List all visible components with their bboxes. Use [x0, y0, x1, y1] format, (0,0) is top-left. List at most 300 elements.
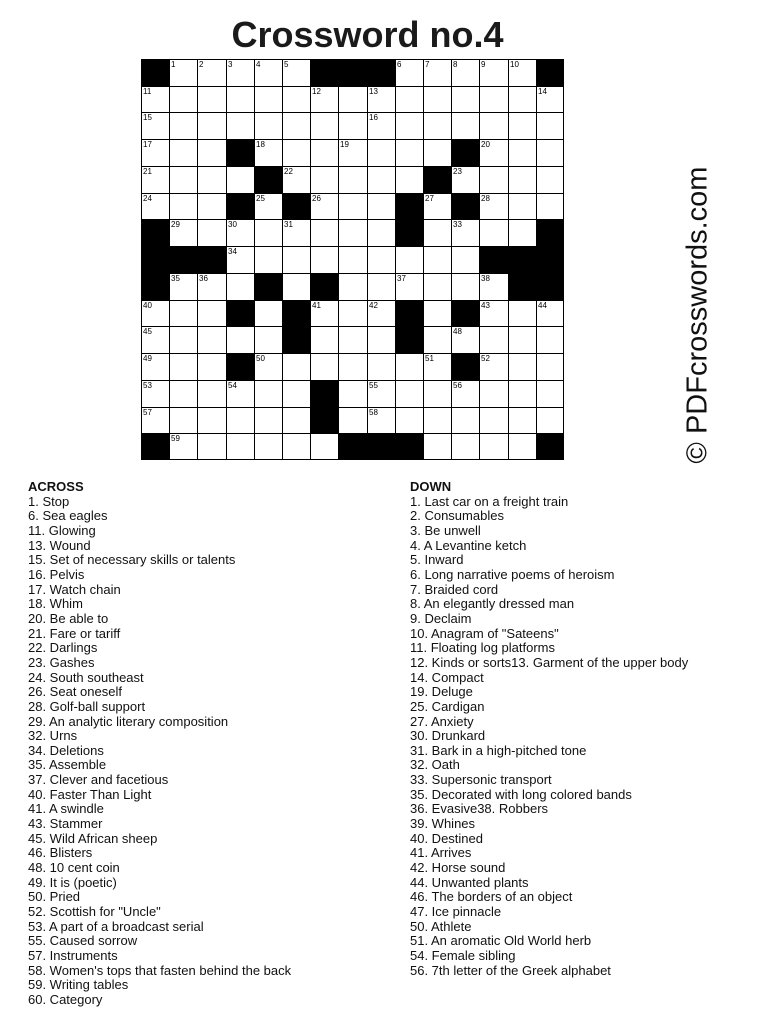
down-clue: 32. Oath [410, 757, 460, 773]
grid-cell[interactable] [536, 193, 564, 219]
grid-cell[interactable] [367, 380, 395, 407]
cell-number: 49 [143, 354, 152, 363]
grid-cell[interactable] [310, 326, 338, 353]
grid-cell[interactable] [451, 219, 479, 246]
grid-cell[interactable] [508, 112, 536, 139]
grid-cell[interactable] [310, 300, 338, 326]
grid-cell[interactable] [338, 139, 367, 166]
across-clue: 34. Deletions [28, 742, 104, 758]
black-cell [536, 273, 564, 300]
cell-number: 15 [143, 113, 152, 122]
grid-cell[interactable] [197, 86, 226, 112]
grid-cell[interactable] [169, 86, 197, 112]
black-cell [282, 193, 310, 219]
cell-number: 1 [171, 60, 176, 69]
grid-cell[interactable] [197, 300, 226, 326]
grid-cell[interactable] [169, 326, 197, 353]
grid-cell[interactable] [197, 407, 226, 433]
grid-cell[interactable] [169, 59, 197, 86]
grid-line [141, 433, 564, 434]
grid-cell[interactable] [282, 380, 310, 407]
grid-cell[interactable] [508, 139, 536, 166]
grid-cell[interactable] [310, 166, 338, 193]
cell-number: 28 [481, 194, 490, 203]
grid-cell[interactable] [338, 300, 367, 326]
grid-cell[interactable] [338, 246, 367, 273]
grid-cell[interactable] [338, 166, 367, 193]
across-clue: 37. Clever and facetious [28, 772, 169, 788]
grid-cell[interactable] [395, 353, 423, 380]
grid-line [536, 59, 537, 460]
grid-cell[interactable] [338, 112, 367, 139]
grid-cell[interactable] [536, 112, 564, 139]
grid-cell[interactable] [141, 86, 169, 112]
black-cell [338, 433, 367, 460]
cell-number: 6 [397, 60, 402, 69]
grid-cell[interactable] [423, 112, 451, 139]
across-clue: 46. Blisters [28, 845, 93, 861]
grid-cell[interactable] [367, 86, 395, 112]
grid-cell[interactable] [254, 407, 282, 433]
down-clue: 44. Unwanted plants [410, 874, 529, 890]
grid-cell[interactable] [423, 380, 451, 407]
across-clue: 52. Scottish for "Uncle" [28, 904, 161, 920]
grid-cell[interactable] [141, 139, 169, 166]
grid-cell[interactable] [338, 273, 367, 300]
grid-cell[interactable] [226, 246, 254, 273]
grid-cell[interactable] [508, 353, 536, 380]
down-clue: 9. Declaim [410, 610, 472, 626]
cell-number: 35 [171, 274, 180, 283]
grid-cell[interactable] [423, 193, 451, 219]
cell-number: 7 [425, 60, 430, 69]
black-cell [197, 246, 226, 273]
grid-line [254, 59, 255, 460]
grid-cell[interactable] [282, 353, 310, 380]
grid-cell[interactable] [423, 353, 451, 380]
grid-cell[interactable] [395, 273, 423, 300]
down-clue: 46. The borders of an object [410, 889, 573, 905]
grid-line [141, 86, 564, 87]
grid-cell[interactable] [451, 166, 479, 193]
grid-cell[interactable] [423, 300, 451, 326]
grid-cell[interactable] [479, 86, 508, 112]
grid-cell[interactable] [254, 86, 282, 112]
grid-cell[interactable] [451, 326, 479, 353]
cell-number: 11 [143, 87, 152, 96]
cell-number: 24 [143, 194, 152, 203]
black-cell [423, 166, 451, 193]
black-cell [141, 433, 169, 460]
down-clue: 40. Destined [410, 830, 483, 846]
grid-cell[interactable] [479, 219, 508, 246]
grid-cell[interactable] [197, 139, 226, 166]
grid-cell[interactable] [226, 433, 254, 460]
down-clue: 19. Deluge [410, 684, 473, 700]
cell-number: 9 [481, 60, 486, 69]
grid-cell[interactable] [479, 112, 508, 139]
across-clue: 53. A part of a broadcast serial [28, 918, 204, 934]
grid-cell[interactable] [310, 219, 338, 246]
across-clue: 43. Stammer [28, 816, 103, 832]
grid-line [282, 59, 283, 460]
grid-cell[interactable] [451, 380, 479, 407]
black-cell [395, 300, 423, 326]
cell-number: 26 [312, 194, 321, 203]
grid-cell[interactable] [367, 300, 395, 326]
cell-number: 25 [256, 194, 265, 203]
grid-cell[interactable] [338, 380, 367, 407]
across-clue: 20. Be able to [28, 610, 109, 626]
grid-cell[interactable] [197, 193, 226, 219]
black-cell [310, 380, 338, 407]
grid-cell[interactable] [367, 193, 395, 219]
grid-line [141, 459, 564, 460]
grid-cell[interactable] [479, 166, 508, 193]
grid-cell[interactable] [282, 59, 310, 86]
grid-cell[interactable] [423, 246, 451, 273]
grid-cell[interactable] [367, 273, 395, 300]
grid-line [141, 166, 564, 167]
down-clue: 54. Female sibling [410, 948, 516, 963]
grid-cell[interactable] [423, 59, 451, 86]
grid-cell[interactable] [282, 407, 310, 433]
grid-cell[interactable] [169, 193, 197, 219]
grid-cell[interactable] [254, 219, 282, 246]
grid-cell[interactable] [141, 326, 169, 353]
cell-number: 18 [256, 140, 265, 149]
cell-number: 2 [199, 60, 204, 69]
grid-cell[interactable] [423, 326, 451, 353]
across-clue: 60. Category [28, 991, 103, 1007]
black-cell [451, 193, 479, 219]
cell-number: 16 [369, 113, 378, 122]
grid-cell[interactable] [536, 139, 564, 166]
grid-cell[interactable] [479, 326, 508, 353]
grid-cell[interactable] [197, 59, 226, 86]
grid-cell[interactable] [367, 246, 395, 273]
down-clue: 14. Compact [410, 669, 484, 685]
grid-cell[interactable] [197, 112, 226, 139]
across-clue: 18. Whim [28, 596, 83, 612]
grid-cell[interactable] [254, 300, 282, 326]
cell-number: 47 [397, 327, 406, 336]
grid-cell[interactable] [508, 300, 536, 326]
across-clue: 45. Wild African sheep [28, 830, 158, 846]
grid-cell[interactable] [367, 353, 395, 380]
grid-cell[interactable] [423, 219, 451, 246]
grid-cell[interactable] [254, 433, 282, 460]
grid-cell[interactable] [338, 86, 367, 112]
down-clue: 12. Kinds or sorts13. Garment of the upper body [410, 654, 689, 670]
cell-number: 31 [284, 220, 293, 229]
grid-cell[interactable] [508, 193, 536, 219]
black-cell [451, 300, 479, 326]
across-clue: 59. Writing tables [28, 977, 129, 993]
grid-cell[interactable] [141, 380, 169, 407]
grid-cell[interactable] [169, 219, 197, 246]
grid-cell[interactable] [536, 86, 564, 112]
across-clue: 41. A swindle [28, 801, 104, 817]
black-cell [282, 326, 310, 353]
grid-cell[interactable] [197, 166, 226, 193]
grid-cell[interactable] [254, 380, 282, 407]
grid-cell[interactable] [338, 407, 367, 433]
grid-cell[interactable] [508, 86, 536, 112]
grid-cell[interactable] [479, 59, 508, 86]
grid-cell[interactable] [423, 433, 451, 460]
black-cell [141, 273, 169, 300]
grid-cell[interactable] [479, 139, 508, 166]
across-clue: 13. Wound [28, 537, 91, 553]
grid-cell[interactable] [395, 246, 423, 273]
grid-cell[interactable] [197, 353, 226, 380]
grid-cell[interactable] [367, 326, 395, 353]
grid-cell[interactable] [282, 139, 310, 166]
grid-cell[interactable] [479, 380, 508, 407]
cell-number: 60 [397, 434, 406, 443]
across-clue: 55. Caused sorrow [28, 933, 138, 949]
grid-cell[interactable] [169, 353, 197, 380]
black-cell [310, 273, 338, 300]
grid-cell[interactable] [169, 112, 197, 139]
grid-cell[interactable] [395, 139, 423, 166]
grid-cell[interactable] [310, 353, 338, 380]
grid-cell[interactable] [226, 407, 254, 433]
grid-cell[interactable] [310, 193, 338, 219]
grid-cell[interactable] [141, 166, 169, 193]
grid-cell[interactable] [310, 246, 338, 273]
grid-cell[interactable] [197, 433, 226, 460]
down-clues [410, 480, 762, 978]
down-clue: 6. Long narrative poems of heroism [410, 566, 615, 582]
across-clue: 49. It is (poetic) [28, 874, 117, 890]
grid-cell[interactable] [310, 139, 338, 166]
down-clue: 42. Horse sound [410, 860, 506, 876]
grid-cell[interactable] [479, 407, 508, 433]
grid-cell[interactable] [226, 166, 254, 193]
grid-cell[interactable] [282, 86, 310, 112]
grid-cell[interactable] [141, 407, 169, 433]
grid-cell[interactable] [536, 166, 564, 193]
cell-number: 5 [284, 60, 289, 69]
grid-cell[interactable] [367, 219, 395, 246]
grid-cell[interactable] [254, 326, 282, 353]
grid-cell[interactable] [169, 273, 197, 300]
grid-line [141, 59, 564, 60]
grid-cell[interactable] [226, 326, 254, 353]
cell-number: 17 [143, 140, 152, 149]
grid-cell[interactable] [254, 112, 282, 139]
grid-cell[interactable] [226, 219, 254, 246]
black-cell [479, 246, 508, 273]
grid-cell[interactable] [508, 59, 536, 86]
grid-line [423, 59, 424, 460]
across-clue: 11. Glowing [28, 522, 96, 538]
grid-cell[interactable] [423, 86, 451, 112]
grid-cell[interactable] [226, 86, 254, 112]
grid-cell[interactable] [508, 407, 536, 433]
grid-cell[interactable] [451, 407, 479, 433]
grid-cell[interactable] [423, 139, 451, 166]
cell-number: 37 [397, 274, 406, 283]
grid-cell[interactable] [282, 166, 310, 193]
across-clue: 35. Assemble [28, 757, 107, 773]
black-cell [367, 59, 395, 86]
down-clue: 2. Consumables [410, 508, 504, 524]
down-clue: 7. Braided cord [410, 581, 499, 597]
cell-number: 51 [425, 354, 434, 363]
grid-cell[interactable] [367, 112, 395, 139]
grid-cell[interactable] [423, 407, 451, 433]
grid-line [141, 59, 142, 460]
grid-cell[interactable] [451, 433, 479, 460]
grid-cell[interactable] [536, 380, 564, 407]
black-cell [141, 246, 169, 273]
grid-cell[interactable] [169, 380, 197, 407]
grid-cell[interactable] [282, 433, 310, 460]
grid-cell[interactable] [451, 59, 479, 86]
grid-cell[interactable] [197, 273, 226, 300]
grid-cell[interactable] [226, 112, 254, 139]
grid-cell[interactable] [310, 86, 338, 112]
grid-cell[interactable] [536, 300, 564, 326]
down-clue: 3. Be unwell [410, 522, 481, 538]
black-cell [395, 219, 423, 246]
grid-cell[interactable] [536, 407, 564, 433]
grid-cell[interactable] [423, 273, 451, 300]
cell-number: 20 [481, 140, 490, 149]
grid-cell[interactable] [282, 112, 310, 139]
across-clue: 32. Urns [28, 728, 78, 744]
grid-cell[interactable] [451, 273, 479, 300]
across-clue: 48. 10 cent coin [28, 860, 120, 876]
grid-cell[interactable] [508, 326, 536, 353]
grid-cell[interactable] [395, 112, 423, 139]
grid-cell[interactable] [197, 326, 226, 353]
grid-cell[interactable] [508, 433, 536, 460]
grid-line [141, 407, 564, 408]
cell-number: 32 [397, 220, 406, 229]
grid-cell[interactable] [395, 59, 423, 86]
across-clue: 1. Stop [28, 493, 70, 509]
grid-cell[interactable] [508, 166, 536, 193]
grid-cell[interactable] [395, 86, 423, 112]
grid-cell[interactable] [197, 380, 226, 407]
cell-number: 10 [510, 60, 519, 69]
grid-cell[interactable] [282, 273, 310, 300]
across-clue: 17. Watch chain [28, 581, 121, 597]
grid-cell[interactable] [197, 219, 226, 246]
across-clues [28, 480, 398, 1008]
grid-cell[interactable] [451, 112, 479, 139]
grid-cell[interactable] [395, 380, 423, 407]
grid-cell[interactable] [367, 166, 395, 193]
cell-number: 54 [228, 381, 237, 390]
grid-cell[interactable] [479, 353, 508, 380]
black-cell [395, 193, 423, 219]
grid-cell[interactable] [226, 380, 254, 407]
across-clue: 22. Darlings [28, 640, 98, 656]
grid-cell[interactable] [282, 246, 310, 273]
grid-cell[interactable] [226, 59, 254, 86]
grid-cell[interactable] [310, 112, 338, 139]
grid-cell[interactable] [338, 353, 367, 380]
cell-number: 43 [481, 301, 490, 310]
grid-cell[interactable] [367, 139, 395, 166]
cell-number: 40 [143, 301, 152, 310]
grid-cell[interactable] [338, 326, 367, 353]
black-cell [536, 433, 564, 460]
grid-cell[interactable] [536, 326, 564, 353]
down-clue: 33. Supersonic transport [410, 772, 552, 788]
grid-cell[interactable] [254, 193, 282, 219]
black-cell [282, 300, 310, 326]
grid-cell[interactable] [508, 380, 536, 407]
black-cell [395, 433, 423, 460]
grid-cell[interactable] [254, 139, 282, 166]
cell-number: 19 [340, 140, 349, 149]
grid-cell[interactable] [395, 407, 423, 433]
grid-line [141, 300, 564, 301]
black-cell [226, 353, 254, 380]
grid-cell[interactable] [226, 273, 254, 300]
grid-cell[interactable] [479, 193, 508, 219]
grid-cell[interactable] [169, 300, 197, 326]
grid-cell[interactable] [338, 193, 367, 219]
grid-cell[interactable] [141, 193, 169, 219]
grid-cell[interactable] [451, 86, 479, 112]
crossword-grid[interactable] [141, 59, 564, 460]
down-clue-list [410, 495, 762, 979]
grid-cell[interactable] [508, 219, 536, 246]
grid-cell[interactable] [169, 139, 197, 166]
grid-cell[interactable] [169, 166, 197, 193]
grid-cell[interactable] [536, 353, 564, 380]
grid-cell[interactable] [479, 273, 508, 300]
across-clue: 57. Instruments [28, 948, 118, 963]
grid-cell[interactable] [310, 433, 338, 460]
grid-line [563, 59, 564, 460]
grid-cell[interactable] [479, 300, 508, 326]
black-cell [141, 59, 169, 86]
grid-line [338, 59, 339, 460]
grid-cell[interactable] [141, 300, 169, 326]
down-clue: 1. Last car on a freight train [410, 493, 569, 509]
grid-cell[interactable] [141, 353, 169, 380]
grid-cell[interactable] [479, 433, 508, 460]
down-clue: 50. Athlete [410, 918, 472, 934]
cell-number: 33 [453, 220, 462, 229]
across-clue: 24. South southeast [28, 669, 144, 685]
grid-cell[interactable] [338, 219, 367, 246]
grid-cell[interactable] [169, 407, 197, 433]
grid-cell[interactable] [282, 219, 310, 246]
grid-cell[interactable] [395, 166, 423, 193]
grid-cell[interactable] [254, 246, 282, 273]
grid-cell[interactable] [254, 59, 282, 86]
grid-cell[interactable] [254, 353, 282, 380]
down-clue: 8. An elegantly dressed man [410, 596, 575, 612]
grid-cell[interactable] [451, 246, 479, 273]
cell-number: 4 [256, 60, 261, 69]
grid-cell[interactable] [141, 112, 169, 139]
grid-cell[interactable] [367, 407, 395, 433]
down-clue: 35. Decorated with long colored bands [410, 786, 632, 802]
grid-cell[interactable] [169, 433, 197, 460]
cell-number: 13 [369, 87, 378, 96]
across-clue: 40. Faster Than Light [28, 786, 152, 802]
